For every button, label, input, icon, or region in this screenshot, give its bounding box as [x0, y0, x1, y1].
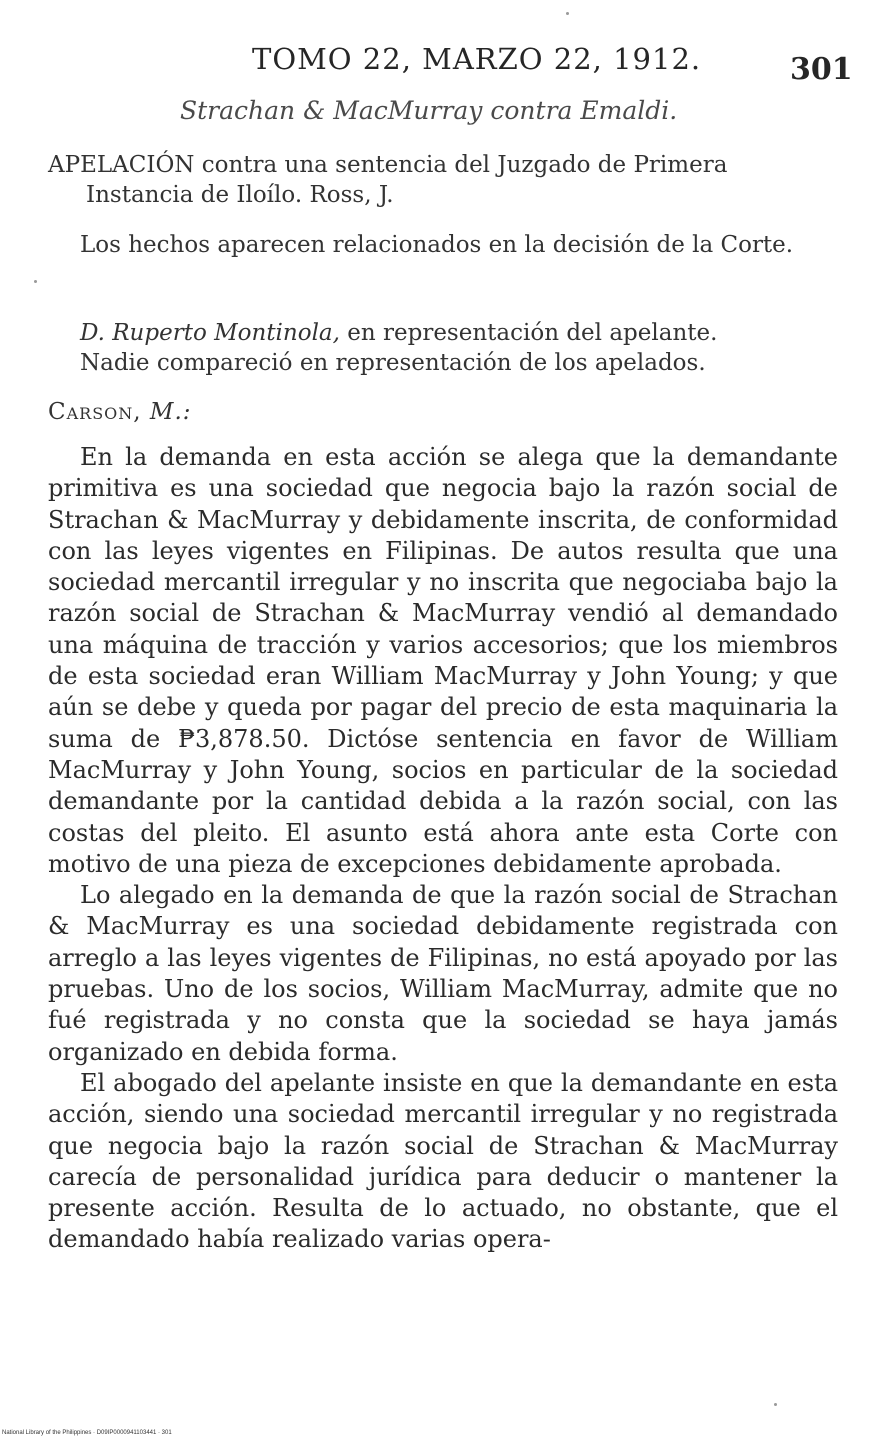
appeal-notice: [48, 150, 838, 210]
appeal-line-2: Instancia de Iloílo. Ross, J.: [86, 182, 394, 208]
counsel-section: [48, 318, 838, 378]
facts-statement: Los hechos aparecen relacionados en la decisión de la Corte.: [80, 232, 794, 258]
case-caption: Strachan & MacMurray contra Emaldi.: [180, 96, 678, 125]
scan-speck: [774, 1403, 777, 1406]
opinion-paragraph-3: El abogado del apelante insiste en que la demandante en esta acción, siendo una sociedad mercantil irregular y no registrada que negocia bajo la razón social de Strachan & MacMurray carecía de personalidad jurídica para deducir o mantener la presente acción. Resulta de lo actuado, no obstante, que el demandado había realizado varias opera-: [48, 1068, 838, 1254]
opinion-paragraph-2: Lo alegado en la demanda de que la razón social de Strachan & MacMurray es una sociedad debidamente registrada con arreglo a las leyes vigentes de Filipinas, no está apoyado por las pruebas. Uno de los socios, William MacMurray, admite que no fué registrada y no consta que la sociedad se haya jamás organizado en debida forma.: [48, 881, 838, 1066]
appellant-counsel: [48, 318, 838, 348]
opinion-body: [48, 442, 838, 1256]
justice-name: Carson,: [48, 399, 142, 425]
opinion-paragraph-1: En la demanda en esta acción se alega que la demandante primitiva es una sociedad que negocia bajo la razón social de Strachan & MacMurray y debidamente inscrita, de conformidad con las leyes vigentes en Filipinas. De autos resulta que una sociedad mercantil irregular y no inscrita que negociaba bajo la razón social de Strachan & MacMurray vendió al demandado una máquina de tracción y varios accesorios; que los miembros de esta sociedad eran William MacMurray y John Young; y que aún se debe y queda por pagar del precio de esta maquinaria la suma de ₱3,878.50. Dictóse sentencia en favor de William MacMurray y John Young, socios en particular de la sociedad demandante por la cantidad debida a la razón social, con las costas del pleito. El asunto está ahora ante esta Corte con motivo de una pieza de excepciones debidamente aprobada.: [48, 443, 838, 878]
digitization-credit: National Library of the Philippines · D09IP0000941103441 · 301: [2, 1430, 172, 1436]
scan-speck: [34, 280, 37, 283]
scan-speck: [566, 12, 569, 15]
justice-title: M.:: [149, 399, 192, 425]
justice-heading: [48, 397, 838, 427]
appellant-counsel-name: D. Ruperto Montinola,: [80, 320, 340, 346]
running-header: [0, 42, 882, 86]
appellant-counsel-role: en representación del apelante.: [339, 320, 718, 346]
page-number: 301: [790, 52, 853, 87]
appeal-line-1: APELACIÓN contra una sentencia del Juzgado de Primera: [48, 152, 728, 178]
appellees-counsel: Nadie compareció en representación de los apelados.: [80, 350, 706, 376]
running-title: TOMO 22, MARZO 22, 1912.: [252, 42, 702, 76]
